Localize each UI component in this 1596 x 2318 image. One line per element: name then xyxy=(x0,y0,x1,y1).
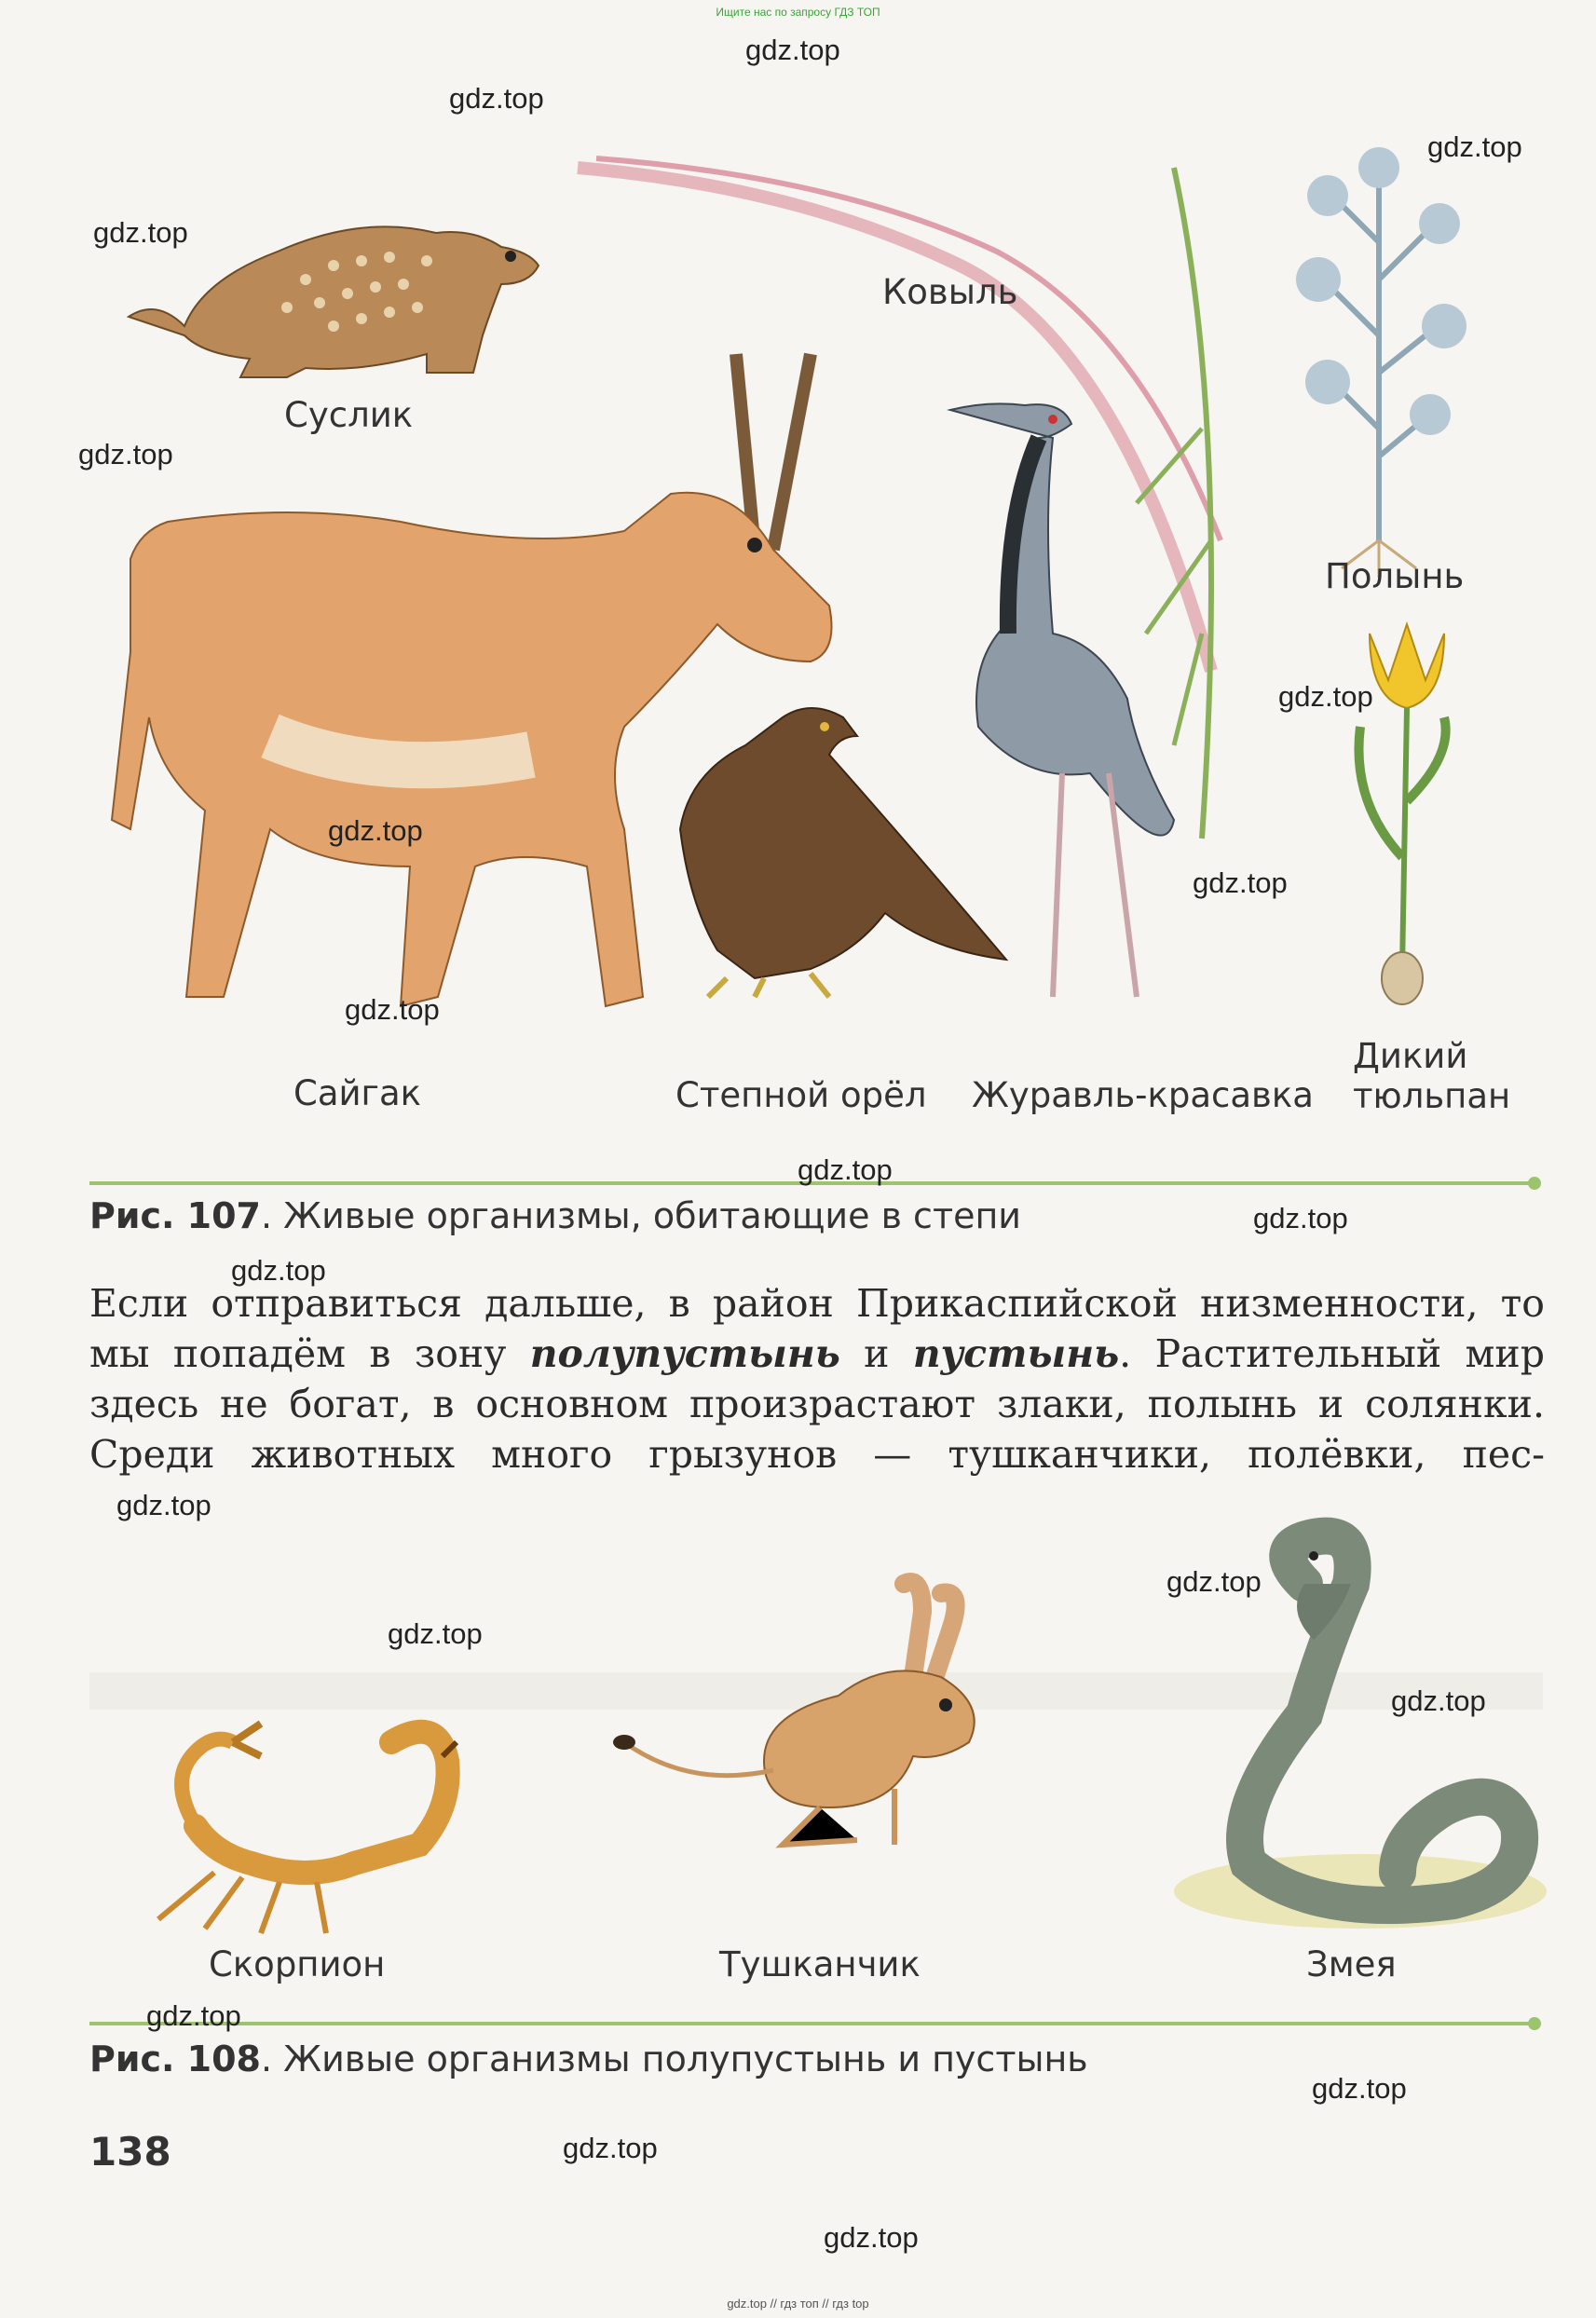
label-tulpan-line1: Дикий xyxy=(1353,1036,1468,1076)
label-kovyl: Ковыль xyxy=(882,272,1018,312)
label-polyn: Полынь xyxy=(1325,556,1465,596)
figure-108-caption xyxy=(89,2038,1088,2079)
scorpion-illustration xyxy=(121,1705,475,1938)
watermark: gdz.top xyxy=(1166,1565,1262,1598)
label-tulpan-line2: тюльпан xyxy=(1353,1076,1511,1116)
page-number: 138 xyxy=(89,2129,171,2175)
zhuravl-illustration xyxy=(950,382,1193,1006)
label-zhuravl: Журавль-красавка xyxy=(972,1075,1314,1115)
paragraph-part-2: и xyxy=(839,1331,913,1376)
term-pustyni: пустынь xyxy=(912,1331,1120,1376)
term-polupustyni: полупустынь xyxy=(529,1331,840,1376)
figure-108-caption-number: Рис. 108 xyxy=(89,2038,261,2079)
label-scorpion: Скорпион xyxy=(209,1944,386,1984)
watermark: gdz.top xyxy=(745,34,840,66)
figure-107-caption-text: . Живые организмы, обитающие в степи xyxy=(261,1195,1021,1236)
label-tulpan xyxy=(1353,1036,1510,1116)
watermark: gdz.top xyxy=(146,1999,241,2032)
watermark: gdz.top xyxy=(563,2132,658,2164)
watermark: gdz.top xyxy=(93,216,188,249)
bottom-note: gdz.top // гдз топ // гдз top xyxy=(727,2297,869,2311)
figure-107-caption xyxy=(89,1195,1021,1236)
watermark: gdz.top xyxy=(388,1617,483,1650)
paragraph-part-3: . Растительный мир здесь не богат, в основном произрастают злаки, полынь и солянки. Среди животных много грызунов — тушканчики, полёвки, пес- xyxy=(89,1331,1545,1477)
watermark: gdz.top xyxy=(824,2221,919,2254)
watermark: gdz.top xyxy=(78,438,173,470)
label-saigak: Сайгак xyxy=(293,1073,422,1113)
figure-107-caption-number: Рис. 107 xyxy=(89,1195,261,1236)
figure-108-rule xyxy=(89,2022,1534,2025)
watermark: gdz.top xyxy=(449,82,544,115)
tushkanchik-illustration xyxy=(615,1575,1006,1854)
label-tushkanchik: Тушканчик xyxy=(719,1944,921,1984)
paragraph-part-1: Если отправиться дальше, в район Прикаспийской низменности, то мы попадём в зону xyxy=(89,1281,1545,1376)
label-zmeya: Змея xyxy=(1306,1944,1397,1984)
tulpan-illustration xyxy=(1332,615,1463,1006)
top-note: Ищите нас по запросу ГДЗ ТОП xyxy=(716,6,880,19)
figure-108-caption-text: . Живые организмы полупустынь и пустынь xyxy=(261,2038,1088,2079)
watermark: gdz.top xyxy=(1427,130,1522,163)
watermark: gdz.top xyxy=(116,1489,211,1521)
watermark: gdz.top xyxy=(1253,1202,1348,1234)
watermark: gdz.top xyxy=(1193,866,1288,899)
watermark: gdz.top xyxy=(1391,1684,1486,1717)
watermark: gdz.top xyxy=(1278,680,1373,713)
body-paragraph xyxy=(89,1278,1545,1479)
watermark: gdz.top xyxy=(1312,2072,1407,2105)
watermark: gdz.top xyxy=(328,814,423,847)
label-orel: Степной орёл xyxy=(675,1075,927,1115)
watermark: gdz.top xyxy=(798,1153,893,1186)
watermark: gdz.top xyxy=(345,993,440,1026)
label-suslik: Суслик xyxy=(284,395,414,435)
polyn-illustration xyxy=(1286,130,1472,550)
watermark: gdz.top xyxy=(231,1254,326,1287)
